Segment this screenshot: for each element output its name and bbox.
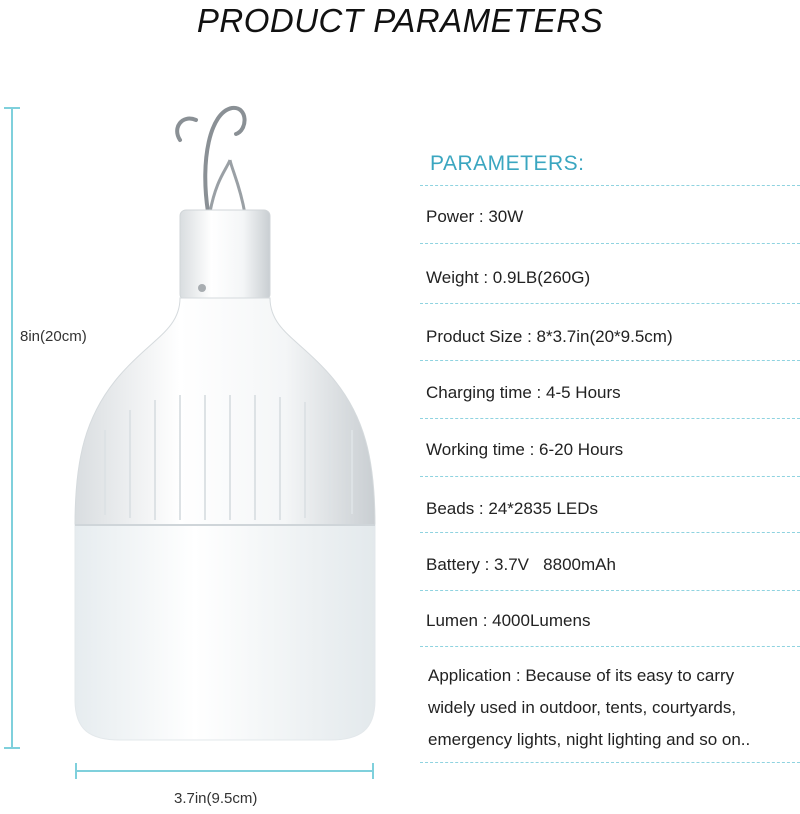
param-charging-time: Charging time : 4-5 Hours bbox=[426, 383, 621, 402]
row-divider bbox=[420, 243, 800, 244]
row-divider bbox=[420, 590, 800, 591]
param-working-time: Working time : 6-20 Hours bbox=[426, 440, 624, 459]
row-divider bbox=[420, 646, 800, 647]
height-dimension-label: 8in(20cm) bbox=[20, 328, 87, 345]
application-line-3: emergency lights, night lighting and so on.. bbox=[428, 730, 751, 749]
row-divider bbox=[420, 476, 800, 477]
parameters-heading: PARAMETERS: bbox=[430, 152, 585, 175]
param-weight: Weight : 0.9LB(260G) bbox=[426, 268, 591, 287]
param-battery: Battery : 3.7V 8800mAh bbox=[426, 555, 616, 574]
height-dimension-line bbox=[11, 107, 13, 748]
row-divider bbox=[420, 185, 800, 186]
param-product-size: Product Size : 8*3.7in(20*9.5cm) bbox=[426, 327, 673, 346]
height-dimension-top-cap bbox=[4, 107, 20, 109]
row-divider bbox=[420, 418, 800, 419]
application-line-1: Application : Because of its easy to carry bbox=[428, 666, 735, 685]
param-lumen: Lumen : 4000Lumens bbox=[426, 611, 591, 630]
hook-icon bbox=[205, 108, 244, 212]
application-line-2: widely used in outdoor, tents, courtyards, bbox=[428, 698, 737, 717]
height-dimension-bottom-cap bbox=[4, 747, 20, 749]
row-divider bbox=[420, 762, 800, 763]
lamp-bulb-image bbox=[60, 100, 390, 750]
width-dimension-right-cap bbox=[372, 763, 374, 779]
width-dimension-label: 3.7in(9.5cm) bbox=[174, 790, 258, 807]
param-power: Power : 30W bbox=[426, 207, 524, 226]
width-dimension-left-cap bbox=[75, 763, 77, 779]
row-divider bbox=[420, 360, 800, 361]
param-application bbox=[428, 660, 800, 756]
row-divider bbox=[420, 303, 800, 304]
param-beads: Beads : 24*2835 LEDs bbox=[426, 499, 599, 518]
row-divider bbox=[420, 532, 800, 533]
page-title: PRODUCT PARAMETERS bbox=[196, 2, 604, 39]
width-dimension-line bbox=[75, 770, 373, 772]
